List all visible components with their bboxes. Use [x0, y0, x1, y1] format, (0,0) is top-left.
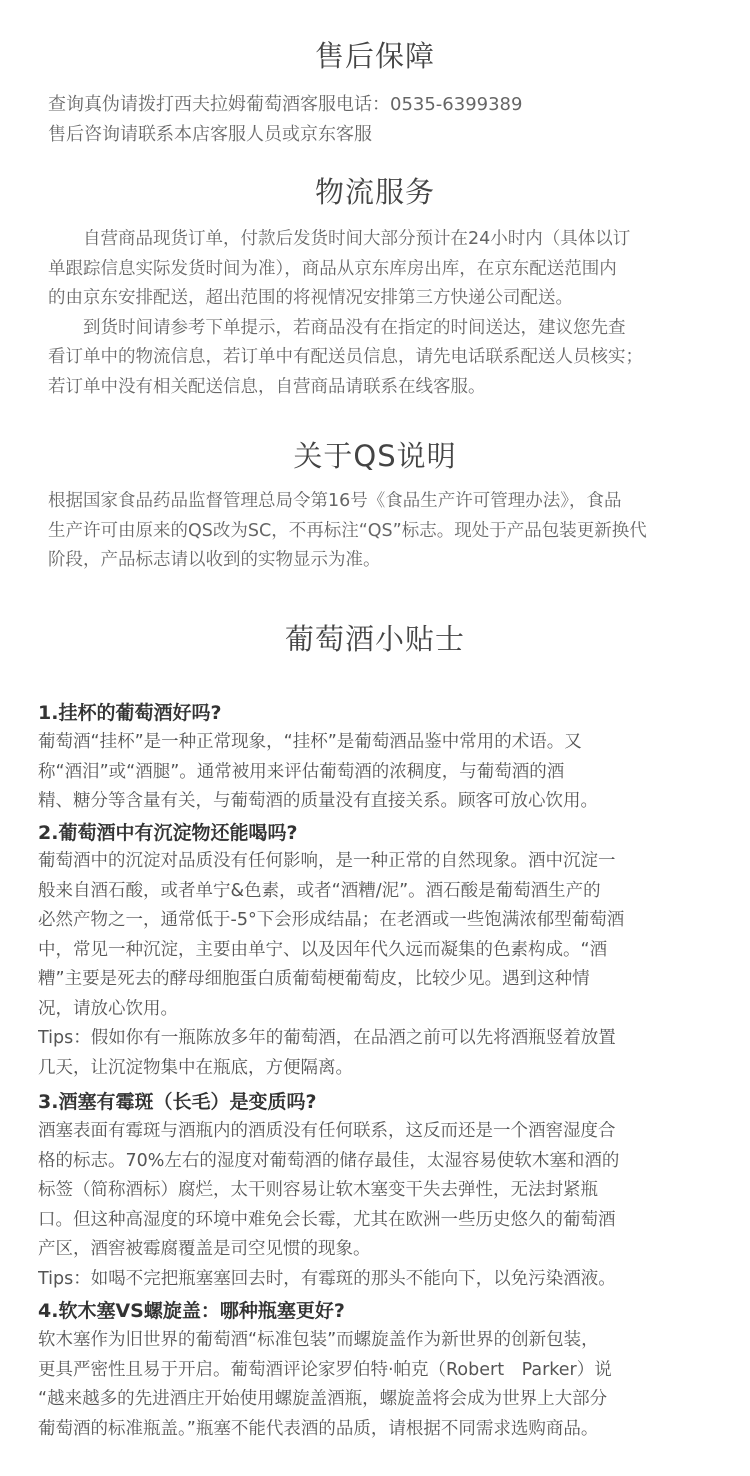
logistics-line: 若订单中没有相关配送信息，自营商品请联系在线客服。	[48, 376, 486, 397]
qs-text	[48, 487, 712, 576]
logistics-line: 看订单中的物流信息，若订单中有配送员信息，请先电话联系配送人员核实；	[48, 347, 643, 367]
tip-question: 3.酒塞有霉斑（长毛）是变质吗?	[38, 1091, 317, 1113]
logistics-line: 自营商品现货订单，付款后发货时间大部分预计在24小时内（具体以订	[48, 229, 631, 249]
tip-line: 况，请放心饮用。	[38, 998, 178, 1019]
tip-line: 葡萄酒的标准瓶盖。”瓶塞不能代表酒的品质，请根据不同需求选购商品。	[38, 1418, 599, 1439]
tip-line: 软木塞作为旧世界的葡萄酒“标准包装”而螺旋盖作为新世界的创新包装，	[38, 1330, 599, 1350]
qs-line: 阶段，产品标志请以收到的实物显示为准。	[48, 550, 381, 570]
tip-line: 产区，酒窖被霉腐覆盖是司空见惯的现象。	[38, 1239, 371, 1259]
tip-line: 中，常见一种沉淀，主要由单宁、以及因年代久远而凝集的色素构成。“酒	[38, 939, 608, 960]
tip-answer	[38, 728, 718, 817]
tip-line: 口。但这种高湿度的环境中难免会长霉，尤其在欧洲一些历史悠久的葡萄酒	[38, 1209, 616, 1230]
tip-line: 格的标志。70%左右的湿度对葡萄酒的储存最佳，太湿容易使软木塞和酒的	[38, 1150, 620, 1171]
tip-question: 1.挂杯的葡萄酒好吗?	[38, 702, 222, 724]
tip-line: 标签（简称酒标）腐烂，太干则容易让软木塞变干失去弹性，无法封紧瓶	[38, 1180, 598, 1200]
tip-line: 糟”主要是死去的酵母细胞蛋白质葡萄梗葡萄皮，比较少见。遇到这种情	[38, 969, 590, 989]
tip-question: 4.软木塞VS螺旋盖：哪种瓶塞更好?	[38, 1300, 345, 1322]
wine-tips-title: 葡萄酒小贴士	[284, 622, 465, 656]
after-sales-title: 售后保障	[314, 39, 435, 73]
tip-answer	[38, 1117, 718, 1294]
tip-line: Tips：如喝不完把瓶塞塞回去时，有霉斑的那头不能向下，以免污染酒液。	[38, 1268, 616, 1289]
logistics-text	[48, 225, 712, 402]
qs-title: 关于QS说明	[293, 439, 457, 473]
tip-line: 葡萄酒中的沉淀对品质没有任何影响，是一种正常的自然现象。酒中沉淀一	[38, 851, 616, 871]
logistics-line: 到货时间请参考下单提示，若商品没有在指定的时间送达，建议您先查	[48, 317, 626, 338]
tip-line: 称“酒泪”或“酒腿”。通常被用来评估葡萄酒的浓稠度，与葡萄酒的酒	[38, 761, 565, 782]
tip-line: 般来自酒石酸，或者单宁&色素，或者“酒糟/泥”。酒石酸是葡萄酒生产的	[38, 880, 601, 901]
tip-line: 精、糖分等含量有关，与葡萄酒的质量没有直接关系。顾客可放心饮用。	[38, 791, 598, 811]
after-sales-line: 查询真伪请拨打西夫拉姆葡萄酒客服电话：0535-6399389	[48, 94, 523, 115]
qs-line: 根据国家食品药品监督管理总局令第16号《食品生产许可管理办法》，食品	[48, 491, 622, 511]
tip-line: “越来越多的先进酒庄开始使用螺旋盖酒瓶，螺旋盖将会成为世界上大部分	[38, 1389, 608, 1409]
qs-line: 生产许可由原来的QS改为SC，不再标注“QS”标志。现处于产品包装更新换代	[48, 520, 647, 541]
tip-answer	[38, 1326, 718, 1444]
tip-line: 酒塞表面有霉斑与酒瓶内的酒质没有任何联系，这反而还是一个酒窖湿度合	[38, 1121, 616, 1141]
tip-line: 几天，让沉淀物集中在瓶底，方便隔离。	[38, 1057, 353, 1078]
tip-answer	[38, 847, 718, 1083]
tip-line: 更具严密性且易于开启。葡萄酒评论家罗伯特·帕克（Robert Parker）说	[38, 1359, 612, 1380]
tip-line: Tips：假如你有一瓶陈放多年的葡萄酒，在品酒之前可以先将酒瓶竖着放置	[38, 1028, 616, 1048]
logistics-line: 的由京东安排配送，超出范围的将视情况安排第三方快递公司配送。	[48, 288, 573, 308]
after-sales-line: 售后咨询请联系本店客服人员或京东客服	[48, 123, 372, 145]
logistics-line: 单跟踪信息实际发货时间为准），商品从京东库房出库，在京东配送范围内	[48, 258, 617, 279]
tip-question: 2.葡萄酒中有沉淀物还能喝吗?	[38, 822, 298, 844]
after-sales-text	[48, 90, 712, 149]
logistics-title: 物流服务	[314, 175, 435, 209]
tip-line: 葡萄酒“挂杯”是一种正常现象，“挂杯”是葡萄酒品鉴中常用的术语。又	[38, 732, 582, 752]
tip-line: 必然产物之一，通常低于-5°下会形成结晶；在老酒或一些饱满浓郁型葡萄酒	[38, 910, 625, 930]
